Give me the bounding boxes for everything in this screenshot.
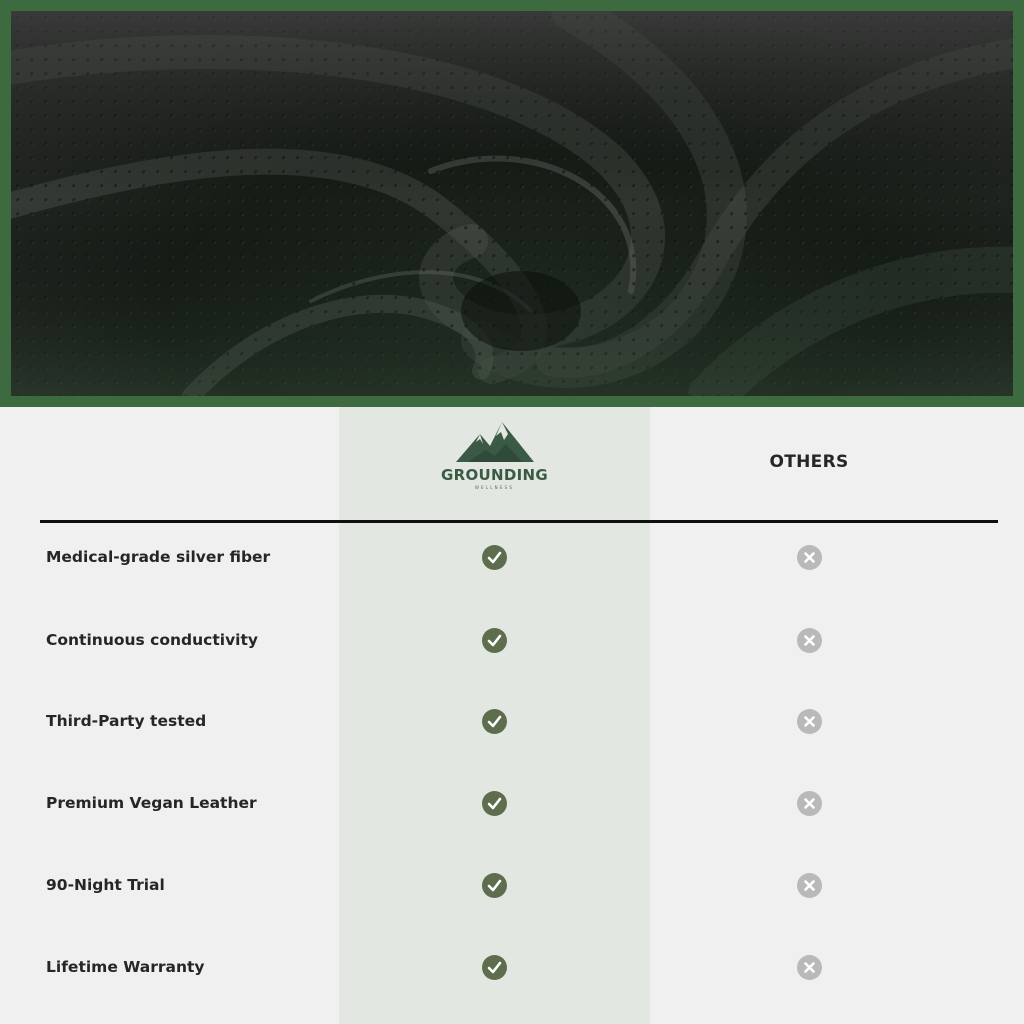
feature-label: Third-Party tested — [46, 712, 207, 730]
table-row — [0, 701, 1024, 741]
cross-icon — [797, 955, 822, 980]
table-row — [0, 620, 1024, 660]
check-icon — [482, 709, 507, 734]
feature-label: Medical-grade silver fiber — [46, 548, 271, 566]
check-icon — [482, 545, 507, 570]
feature-label: Premium Vegan Leather — [46, 794, 257, 812]
cross-icon — [797, 873, 822, 898]
cross-icon — [797, 709, 822, 734]
feature-label: 90-Night Trial — [46, 876, 165, 894]
feature-label: Continuous conductivity — [46, 631, 258, 649]
check-icon — [482, 628, 507, 653]
table-row — [0, 537, 1024, 577]
cross-icon — [797, 545, 822, 570]
table-row — [0, 865, 1024, 905]
cross-icon — [797, 791, 822, 816]
cross-icon — [797, 628, 822, 653]
header-divider — [40, 520, 998, 523]
check-icon — [482, 955, 507, 980]
hero-banner — [0, 0, 1024, 407]
feature-label: Lifetime Warranty — [46, 958, 205, 976]
check-icon — [482, 791, 507, 816]
brand-name: GROUNDING — [441, 466, 548, 484]
leather-swirl-image — [11, 11, 1013, 396]
table-row — [0, 947, 1024, 987]
others-column-header: OTHERS — [769, 452, 849, 472]
table-row — [0, 783, 1024, 823]
check-icon — [482, 873, 507, 898]
mountain-icon — [454, 420, 536, 464]
grounding-logo — [339, 420, 650, 500]
brand-tagline: WELLNESS — [474, 485, 515, 490]
